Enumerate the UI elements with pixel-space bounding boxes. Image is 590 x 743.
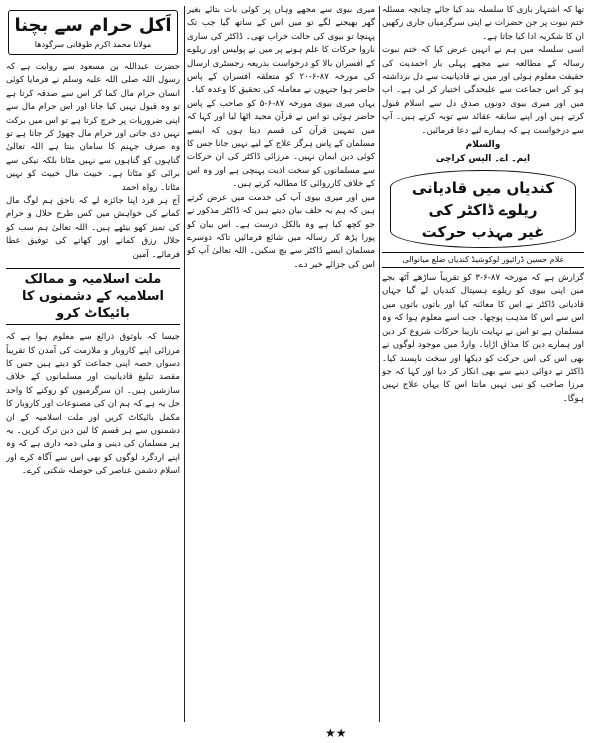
section-title-box xyxy=(8,10,178,55)
left-para-2: آج ہر فرد اپنا جائزہ لے کہ ناحق ہم لوگ مال کمانے کی خواہش میں کس طرح حلال و حرام کی تمیز کھو بیٹھے ہیں۔ اللہ تعالیٰ ہم سب کو حلال رزق کمانے اور کھانے کی توفیق عطا فرمائے۔ آمین xyxy=(6,196,180,260)
left-para-1: حضرت عبداللہ بن مسعود سے روایت ہے کہ رسول اللہ صلی اللہ علیہ وسلم نے فرمایا کوئی انسان حرام مال کما کر اس سے صدقہ کرتا ہے تو وہ قبول نہیں کیا جاتا اور اس حرام مال سے اپنی ضروریات پر خرچ کرتا ہے تو اس میں برکت نہیں دی جاتی اور حرام مال چھوڑ کر جاتا ہے تو وہ صرف جہنم کا سامان بنتا ہے اللہ تعالیٰ گناہوں کو گناہوں سے نہیں مٹاتا بلکہ نیکی سے برائی کو مٹاتا ہے۔ خبیث مال خبیث کو نہیں مٹاتا۔ رواہ احمد xyxy=(6,62,180,193)
section-title: اَکل حرام سے بچنا xyxy=(14,15,172,36)
middle-para-3: میں اور میری بیوی آپ کی خدمت میں عرض کرتے ہیں کہ ہم بہ حلف بیان دیتے ہیں کہ ڈاکٹر مذکور نے جو کچھ کیا ہے وہ بالکل درست ہے۔ اس بیان کو پورا پڑھ کر رسالہ میں شائع فرمائیں تاکہ دوسرے مسلمان ایسے ڈاکٹر سے بچ سکیں۔ اللہ تعالیٰ آپ کو اس کی جزائے خیر دے۔ xyxy=(187,192,375,270)
boycott-heading: ملت اسلامیہ و ممالک اسلامیہ کے دشمنوں کا بائیکاٹ کرو xyxy=(6,268,180,325)
column-divider-left xyxy=(184,6,185,722)
right-para-1: تھا کہ اشتہار بازی کا سلسلہ بند کیا جائے چنانچہ مسئلہ ختم نبوت پر جن حضرات نے اپنی سرگرمیاں جاری رکھیں ان کا شکریہ ادا کیا جاتا ہے۔ xyxy=(382,5,584,42)
article-title-line-1: کندیاں میں قادیانی xyxy=(411,179,555,198)
article-byline: غلام حسین ڈرائیور لوکوشیڈ کندیاں ضلع میانوالی xyxy=(382,252,584,268)
middle-para-1: میری بیوی سے مجھے وہاں پر کوئی بات بتائے بغیر گھر بھیجنے لگے تو میں اس کے ساتھ گیا جب تک پہنچا تو بیوی کی حالت خراب تھی۔ ڈاکٹر کی ساری ناروا حرکات کا علم ہونے پر میں نے پولیس اور ریلوے کے افسران بالا کو درخواست بذریعہ رجسٹری ارسال کی مورخہ ۸۷-۶-۲۰ کو متعلقہ افسران کے پاس حاضر ہوا جنہوں نے معاملہ کی تحقیق کا وعدہ کیا۔ xyxy=(187,5,375,96)
right-para-2: اسی سلسلہ میں ہم نے انہیں عرض کیا کہ ختم نبوت رسالہ کے مطالعہ سے مجھے پہلی بار احمدیت کی حقیقت معلوم ہوئی اور میں نے قادیانیت سے دل برداشتہ ہو کر اس جماعت سے علیحدگی اختیار کر لی ہے۔ اب میں اور میری بیوی دونوں صدق دل سے اسلام قبول کرتے ہیں اور اپنے سابقہ عقائد سے توبہ کرتے ہیں۔ آپ سے درخواست ہے کہ ہمارے لیے دعا فرمائیں۔ xyxy=(382,45,584,136)
article-title-line-3: غیر مہذب حرکت xyxy=(421,223,545,242)
right-column xyxy=(382,4,584,728)
middle-para-2: یہاں میری بیوی مورخہ ۸۷-۶-۵ کو صاحب کے پاس حاضر ہوئی تو اس نے قرآن مجید اٹھا لیا اور کہا کہ میں تمہیں قرآن کی قسم دیتا ہوں کہ ایسے مسلمان کے پاس ہرگز علاج کے لیے نہیں جانا جس کا کوئی دین ایمان نہیں۔ مرزائی ڈاکٹر کی ان حرکات سے مسلمانوں کو سخت اذیت پہنچی ہے اور وہ اس کے خلاف کارروائی کا مطالبہ کرتے ہیں۔ xyxy=(187,98,375,190)
left-column xyxy=(6,4,180,728)
middle-column xyxy=(187,4,375,728)
letter-signature: ایم۔ اے۔ الیس کراچی xyxy=(435,154,531,165)
left-para-3: جیسا کہ باوثوق ذرائع سے معلوم ہوا ہے کہ مرزائی اپنے کاروبار و ملازمت کی آمدن کا تقریباً دسواں حصہ اپنی جماعت کو دیتے ہیں جس کا مقصد تبلیغ قادیانیت اور مسلمانوں کے خلاف سازشیں ہیں۔ ان سرگرمیوں کو روکنے کا واحد حل یہ ہے کہ ہم ان کی مصنوعات اور کاروبار کا مکمل بائیکاٹ کریں اور ملت اسلامیہ کے ان دشمنوں سے ہر قسم کا لین دین ترک کریں۔ یہ ہر مسلمان کی دینی و ملی ذمہ داری ہے کہ وہ اپنے اردگرد لوگوں کو بھی اس سے آگاہ کرے اور اسلام دشمن عناصر کی حوصلہ شکنی کرے۔ xyxy=(6,332,180,477)
article-title-box xyxy=(390,170,576,248)
column-divider-right xyxy=(379,6,380,722)
footer-stars: ★★ xyxy=(325,726,347,740)
article-title-line-2: ریلوے ڈاکٹر کی xyxy=(428,201,538,220)
right-para-3: گزارش ہے کہ مورخہ ۸۷-۶-۳ کو تقریباً ساڑھے آٹھ بجے میں اپنی بیوی کو ریلوے ہسپتال کندیاں لے گیا جہاں قادیانی ڈاکٹر نے اس کا معائنہ کیا اور باتوں باتوں میں اس سے اس کا مذہب پوچھا۔ جب اسے معلوم ہوا کہ وہ مسلمان ہے تو اس نے نہایت نازیبا حرکات شروع کر دیں اور ہمارے دین کا مذاق اڑایا۔ وارڈ میں موجود لوگوں نے بھی اس کی اس حرکت کو دیکھا اور سخت ناپسند کیا۔ ڈاکٹر نے دوائی دینے سے بھی انکار کر دیا اور کہا کہ جو مرزا صاحب کو نبی نہیں مانتا اس کا یہاں علاج نہیں ہوگا۔ xyxy=(382,273,584,404)
closing-salutation: والسلام xyxy=(465,140,501,151)
section-author: مولانا محمد اکرم طوفانی سرگودھا xyxy=(34,40,152,49)
